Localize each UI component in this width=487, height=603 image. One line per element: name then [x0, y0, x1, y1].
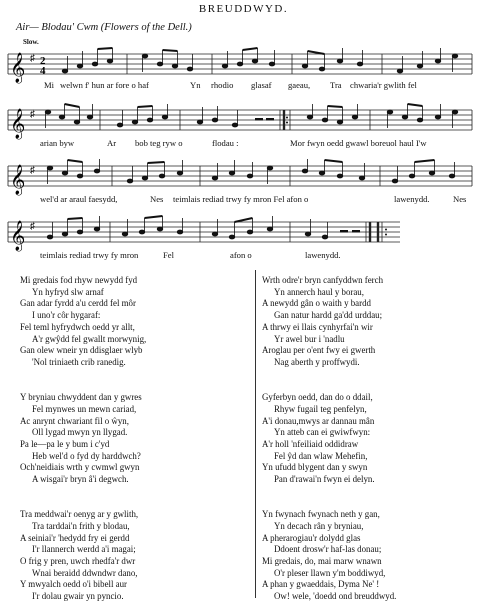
verse-line: Tra meddwai'r oenyg ar y gwlith,: [20, 509, 139, 520]
tempo-marking: Slow.: [23, 38, 39, 46]
verse-line: Mi gredais fod rhyw newydd fyd: [20, 275, 138, 285]
verse-line: Och'neidiais wrth y cwmwl gwyn: [20, 462, 140, 473]
verse-line: Gan natur hardd ga'dd urddau;: [274, 310, 383, 321]
lyric: Mi: [44, 80, 55, 90]
verse-stanza-1: [20, 275, 146, 369]
verse-line: Gyferbyn oedd, dan do o ddail,: [262, 392, 373, 403]
verse-line: A'i donau,mwys ar dannau mân: [262, 415, 375, 426]
lyric: Nes: [453, 194, 467, 204]
verse-stanza-4: [262, 275, 396, 369]
verse-stanza-5: [262, 392, 396, 486]
verse-line: Nag aberth y proffwydi.: [274, 356, 360, 367]
lyric: Mor fwyn oedd gwawl boreuol haul I'w: [290, 138, 427, 148]
song-title: BREUDDWYD.: [198, 3, 289, 15]
verse-line: Yn fwynach fwynach neth y gan,: [262, 509, 380, 520]
verse-line: Yn atteb can ei gwiwfwyn:: [274, 427, 371, 438]
column-divider: [255, 270, 256, 598]
svg-text:𝄞: 𝄞: [10, 53, 26, 83]
verse-line: Fel mynwes un mewn cariad,: [32, 403, 137, 414]
verse-line: I uno'r côr hygaraf:: [32, 310, 101, 321]
staff-system-3: [0, 156, 487, 208]
verse-line: O'r pleser llawn y'm boddiwyd,: [274, 567, 386, 578]
verse-line: Rhyw fugail teg penfelyn,: [274, 403, 367, 414]
verse-stanza-6: [262, 509, 396, 603]
verse-line: Heb wel'd o fyd dy harddwch?: [32, 450, 141, 461]
verse-line: Pan d'rawai'n fwyn ei delyn.: [274, 474, 375, 485]
svg-text:♯: ♯: [30, 165, 35, 176]
verse-line: Yr awel bur i 'nadlu: [274, 333, 345, 344]
verse-line: Ddoent drosw'r haf-las donau;: [274, 544, 382, 555]
staff-system-1: [0, 44, 487, 94]
verse-line: Ac anrynt chwariant fil o ŵyn,: [20, 415, 129, 426]
verse-line: Aroglau per o'ent fwy ei gwerth: [262, 345, 376, 356]
lyric: bob teg ryw o: [135, 138, 183, 148]
staff-system-2: [0, 100, 487, 152]
verse-line: I'r dolau gwair yn pyncio.: [32, 591, 124, 602]
verse-line: A wisgai'r bryn â'i degwch.: [32, 474, 129, 485]
lyric: Fel: [163, 250, 174, 260]
lyric: Tra: [330, 80, 342, 90]
svg-text:𝄞: 𝄞: [10, 109, 26, 139]
lyric: arian byw: [40, 138, 75, 148]
lyric: glasaf: [251, 80, 272, 90]
lyric: Nes: [150, 194, 164, 204]
lyric: wel'd ar araul faesydd,: [40, 194, 118, 204]
verse-line: A pherarogiau'r dolydd glas: [262, 532, 361, 543]
svg-text:♯: ♯: [30, 53, 35, 64]
verse-line: Wnai beraidd ddwndwr dano,: [32, 567, 138, 578]
verse-line: Y bryniau chwyddent dan y gwres: [20, 392, 142, 403]
verse-line: Fel teml hyfrydwch oedd yr allt,: [20, 321, 135, 332]
verse-line: Yn annerch haul y borau,: [274, 286, 364, 297]
verse-line: Mi gredais, do, mai marw wnawn: [262, 556, 382, 567]
lyric: lawenydd.: [394, 194, 430, 204]
verse-line: Wrth odre'r bryn canfyddwn ferch: [262, 275, 384, 285]
verse-line: Ow! wele, 'doedd ond breuddwyd.: [274, 591, 397, 602]
verse-line: I'r llannerch werdd a'i magai;: [32, 544, 136, 555]
verse-line: Yn hyfryd slw arnaf: [32, 286, 104, 297]
verse-line: Yn decach rân y bryniau,: [274, 520, 364, 531]
verse-line: Gan adar fyrdd a'u cerdd fel môr: [20, 298, 136, 309]
verse-line: Gan olew wneir yn ddisglaer wlyb: [20, 345, 143, 356]
verses-right-column: [262, 275, 396, 603]
lyric: teimlais rediad trwy fy mron: [40, 250, 139, 260]
verse-line: Pa le—pa le y bum i c'yd: [20, 438, 110, 449]
lyric: teimlais rediad trwy fy mron Fel afon o: [173, 194, 309, 204]
staff-system-4: [0, 212, 487, 264]
svg-text:𝄞: 𝄞: [10, 165, 26, 195]
verse-line: A seiniai'r 'hedydd fry ei gerdd: [20, 532, 130, 543]
verse-stanza-2: [20, 392, 146, 486]
verse-line: A'r gwŷdd fel gwallt morwynig,: [32, 333, 147, 344]
lyric: flodau :: [212, 138, 239, 148]
lyric: Yn: [190, 80, 201, 90]
verse-line: 'Nol triniaeth crib ranedig.: [32, 356, 126, 367]
verse-line: Oll lygad mwyn yn llygad.: [32, 427, 128, 438]
lyric: Ar: [107, 138, 117, 148]
svg-text:2: 2: [40, 55, 46, 67]
verse-line: Yn ufudd blygent dan y swyn: [262, 462, 368, 473]
lyric: lawenydd.: [305, 250, 341, 260]
lyric: rhodio: [211, 80, 234, 90]
verse-line: Tra tarddai'n frith y blodau,: [32, 520, 130, 531]
verses-left-column: [20, 275, 146, 603]
lyric: gaeau,: [288, 80, 311, 90]
verse-line: O frig y pren, uwch rhedfa'r dwr: [20, 556, 136, 567]
svg-text:♯: ♯: [30, 109, 35, 120]
air-heading: Air— Blodau' Cwm (Flowers of the Dell.): [16, 22, 192, 33]
verse-line: Fel ŷd dan wlaw Mehefin,: [274, 450, 368, 461]
verse-line: A'r holl 'nfeiliaid oddidraw: [262, 438, 359, 449]
svg-text:𝄞: 𝄞: [10, 221, 26, 251]
verse-line: A newydd gân o waith y bardd: [262, 298, 371, 309]
verse-line: A phan y gwaeddais, Dyma Ne' !: [262, 579, 380, 590]
lyric: chwaria'r gwlith fel: [350, 80, 417, 90]
verse-stanza-3: [20, 509, 146, 603]
verse-line: A thrwy ei llais cynhyrfai'n wir: [262, 321, 373, 332]
svg-text:♯: ♯: [30, 221, 35, 232]
lyric: welwn f' hun ar fore o haf: [60, 80, 149, 90]
verse-line: Y mwyalch oedd o'i bibell aur: [20, 579, 128, 590]
lyric: afon o: [230, 250, 252, 260]
svg-text:4: 4: [40, 65, 46, 77]
